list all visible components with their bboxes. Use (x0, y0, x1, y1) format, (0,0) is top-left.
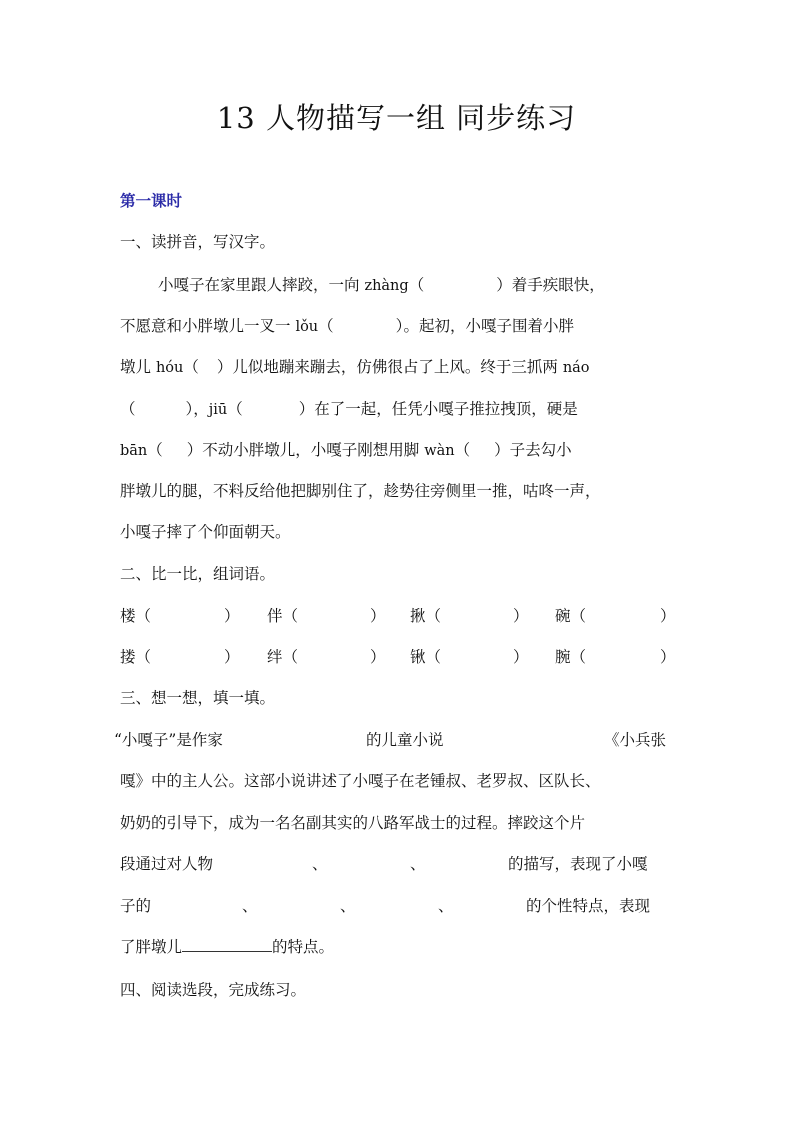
open-paren: （ (454, 441, 471, 459)
word-cell (555, 645, 586, 669)
text: 小嘎子在家里跟人摔跤，一向 (158, 276, 365, 294)
page-title: 13 人物描写一组 同步练习 (216, 101, 577, 135)
close-paren: ） (224, 648, 240, 666)
text: 子的 (120, 897, 152, 915)
open-paren: （ (120, 400, 136, 418)
section1-line-3 (120, 355, 675, 380)
separator: 、 (438, 897, 454, 915)
open-paren: （ (135, 648, 152, 666)
text: 在了一起，任凭小嘎子推拉拽顶，硬是 (314, 400, 578, 418)
section2-heading: 二、比一比，组词语。 (120, 565, 276, 583)
section1-line-6: 胖墩儿的腿，不料反给他把脚别住了，趁势往旁侧里一推，咕咚一声， (120, 482, 601, 500)
text: 了胖墩儿 (120, 938, 183, 956)
close-paren: ） (216, 358, 233, 376)
open-paren: （ (408, 276, 425, 294)
char: 揪 (410, 607, 426, 625)
text: 不动小胖墩儿，小嘎子刚想用脚 (202, 441, 425, 459)
separator: 、 (340, 897, 356, 915)
word-cell (267, 645, 298, 669)
word-cell (410, 645, 441, 669)
section1-line-7: 小嘎子摔了个仰面朝天。 (120, 523, 291, 541)
char: 锹 (410, 648, 426, 666)
close-paren: ） (513, 648, 529, 666)
close-paren: ） (370, 607, 386, 625)
text: 子去勾小 (509, 441, 572, 459)
text: “小嘎子”是作家 (114, 731, 223, 749)
open-paren: （ (227, 400, 243, 418)
lesson-label: 第一课时 (120, 192, 183, 210)
close-paren: ） (395, 317, 404, 335)
open-paren: （ (570, 648, 587, 666)
pinyin: hóu (155, 360, 184, 376)
section1-line-5 (120, 438, 675, 463)
pinyin: lǒu (295, 319, 319, 335)
close-paren: ） (186, 441, 203, 459)
open-paren: （ (135, 607, 152, 625)
text: 墩儿 (120, 358, 156, 376)
pinyin: zhàng (364, 278, 409, 294)
pinyin: jiū (208, 402, 228, 418)
separator: 、 (410, 855, 426, 873)
text: 段通过对人物 (120, 855, 214, 873)
close-paren: ）， (185, 400, 209, 418)
close-paren: ） (660, 648, 676, 666)
text: 的特点。 (272, 938, 335, 956)
close-paren: ） (513, 607, 529, 625)
close-paren: ） (370, 648, 386, 666)
open-paren: （ (570, 607, 587, 625)
pinyin: náo (562, 360, 590, 376)
answer-underline[interactable] (182, 935, 272, 952)
char: 腕 (555, 648, 571, 666)
open-paren: （ (282, 607, 299, 625)
section1-heading: 一、读拼音，写汉字。 (120, 233, 276, 251)
open-paren: （ (282, 648, 299, 666)
close-paren: ） (496, 276, 512, 294)
separator: 、 (242, 897, 258, 915)
open-paren: （ (425, 648, 442, 666)
word-cell (410, 604, 441, 628)
word-cell (267, 604, 298, 628)
char: 伴 (267, 607, 283, 625)
char: 搂 (120, 648, 136, 666)
pinyin: wàn (424, 443, 455, 459)
text: 。起初，小嘎子围着小胖 (403, 317, 574, 335)
word-cell (555, 604, 586, 628)
section1-line-1 (158, 273, 675, 298)
word-cell (120, 645, 151, 669)
section1-line-4 (120, 397, 675, 422)
word-cell (120, 604, 151, 628)
text: 不愿意和小胖墩儿一叉一 (120, 317, 296, 335)
separator: 、 (312, 855, 328, 873)
char: 碗 (555, 607, 571, 625)
close-paren: ） (660, 607, 676, 625)
text: 《小兵张 (604, 731, 667, 749)
close-paren: ） (224, 607, 240, 625)
text: 的个性特点，表现 (526, 897, 651, 915)
char: 绊 (267, 648, 283, 666)
close-paren: ） (494, 441, 510, 459)
section4-heading: 四、阅读选段，完成练习。 (120, 981, 307, 999)
section3-heading: 三、想一想，填一填。 (120, 689, 276, 707)
text: 的儿童小说 (366, 731, 444, 749)
section1-line-2 (120, 314, 675, 339)
text: 儿似地蹦来蹦去，仿佛很占了上风。终于三抓两 (232, 358, 563, 376)
open-paren: （ (147, 441, 163, 459)
close-paren: ） (298, 400, 315, 418)
open-paren: （ (318, 317, 334, 335)
section3-line-2: 嘎》中的主人公。这部小说讲述了小嘎子在老锺叔、老罗叔、区队长、 (120, 772, 601, 790)
open-paren: （ (425, 607, 442, 625)
text: 的描写，表现了小嘎 (508, 855, 648, 873)
open-paren: （ (183, 358, 199, 376)
section3-line-6 (120, 935, 675, 959)
text: 着手疾眼快， (511, 276, 605, 294)
section3-line-3: 奶奶的引导下，成为一名名副其实的八路军战士的过程。摔跤这个片 (120, 814, 586, 832)
char: 楼 (120, 607, 136, 625)
pinyin: bān (120, 443, 148, 459)
